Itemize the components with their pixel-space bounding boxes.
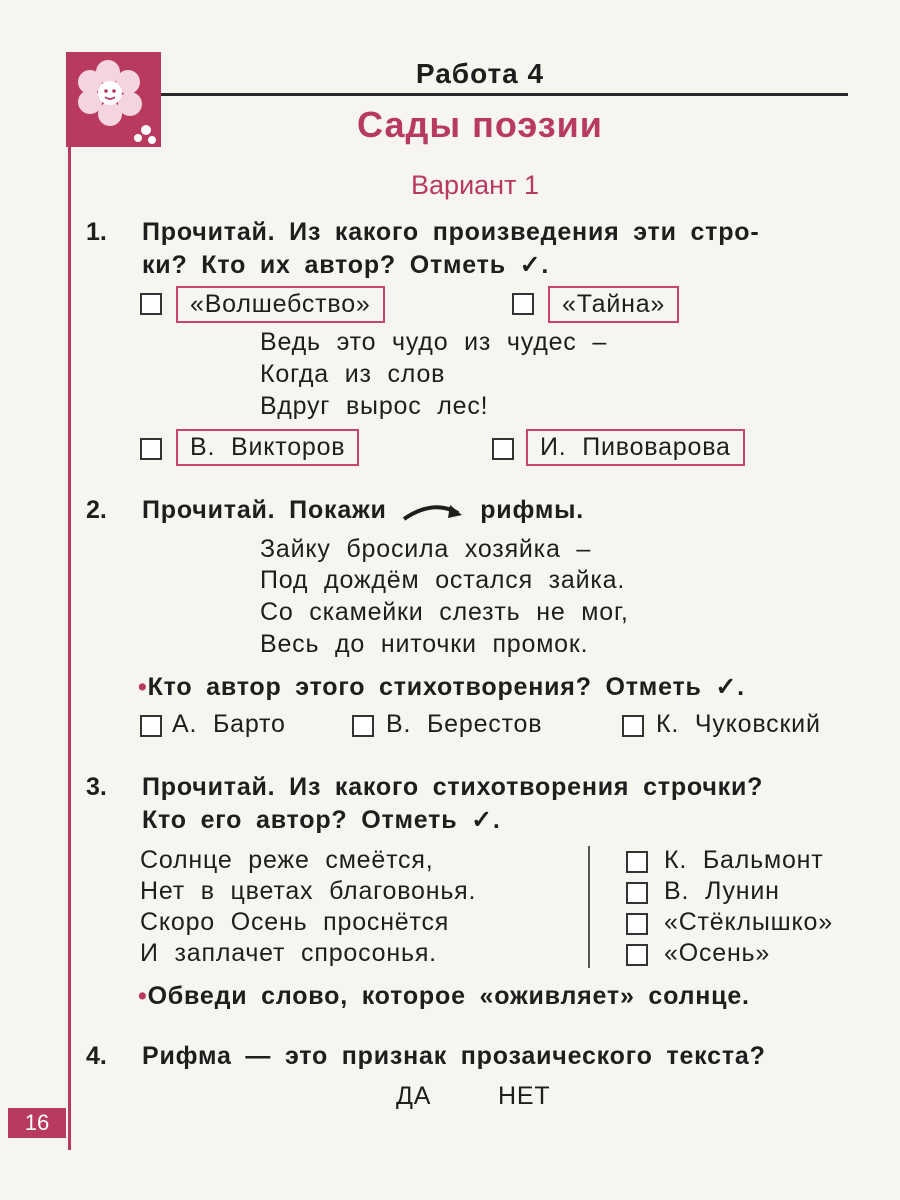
task3-option-checkbox-4[interactable] (626, 944, 648, 966)
task3-poem-line-4: И заплачет спросонья. (140, 939, 437, 967)
task2-option-3: К. Чуковский (656, 710, 821, 738)
task3-divider (588, 846, 590, 968)
task3-option-checkbox-3[interactable] (626, 913, 648, 935)
task4-number: 4. (86, 1042, 107, 1070)
task2-bullet: • (138, 673, 148, 701)
task2-number: 2. (86, 496, 107, 524)
task1-poem-line-1: Ведь это чудо из чудес – (260, 328, 608, 356)
task1-number: 1. (86, 218, 107, 246)
task2-poem-line-3: Со скамейки слезть не мог, (260, 598, 629, 626)
header-rule (68, 93, 848, 96)
task2-question-end: рифмы. (480, 496, 585, 524)
task2-option-checkbox-3[interactable] (622, 715, 644, 737)
task3-sub-question (138, 982, 750, 1011)
task1-question-line2: ки? Кто их автор? Отметь ✓. (142, 251, 550, 279)
task2-option-1: А. Барто (172, 710, 286, 738)
task1-poem-line-2: Когда из слов (260, 360, 446, 388)
task3-number: 3. (86, 773, 107, 801)
task1-title-option-1: «Волшебство» (176, 286, 385, 323)
task2-option-checkbox-2[interactable] (352, 715, 374, 737)
task1-title-checkbox-2[interactable] (512, 293, 534, 315)
task3-option-1: К. Бальмонт (664, 846, 824, 874)
task4-answer-no[interactable]: НЕТ (498, 1082, 551, 1110)
task4-question: Рифма — это признак прозаического текста? (142, 1042, 766, 1070)
task1-title-option-2: «Тайна» (548, 286, 679, 323)
task3-poem-line-2: Нет в цветах благовонья. (140, 877, 477, 905)
task2-poem-line-1: Зайку бросила хозяйка – (260, 535, 592, 563)
task3-option-checkbox-2[interactable] (626, 882, 648, 904)
task3-option-3: «Стёклышко» (664, 908, 833, 936)
task2-poem-line-4: Весь до ниточки промок. (260, 630, 589, 658)
task2-poem-line-2: Под дождём остался зайка. (260, 566, 626, 594)
task3-option-checkbox-1[interactable] (626, 851, 648, 873)
task1-author-option-2: И. Пивоварова (526, 429, 745, 466)
task3-poem-line-1: Солнце реже смеётся, (140, 846, 434, 874)
rhyme-arrow-icon (400, 499, 466, 523)
task2-question-start: Прочитай. Покажи (142, 496, 387, 524)
task3-bullet: • (138, 982, 148, 1010)
task2-question (142, 496, 584, 525)
task1-author-checkbox-2[interactable] (492, 438, 514, 460)
page-title: Сады поэзии (357, 104, 603, 145)
work-number: Работа 4 (415, 58, 545, 89)
variant-label: Вариант 1 (411, 170, 539, 200)
task2-option-checkbox-1[interactable] (140, 715, 162, 737)
task3-question-line1: Прочитай. Из какого стихотворения строчки? (142, 773, 764, 801)
task1-poem-line-3: Вдруг вырос лес! (260, 392, 489, 420)
task2-sub-question-text: Кто автор этого стихотворения? Отметь ✓. (147, 673, 745, 701)
task1-author-checkbox-1[interactable] (140, 438, 162, 460)
task1-title-checkbox-1[interactable] (140, 293, 162, 315)
page-number: 16 (8, 1108, 66, 1138)
task2-option-2: В. Берестов (386, 710, 543, 738)
left-margin-rule (68, 60, 71, 1150)
task3-option-2: В. Лунин (664, 877, 780, 905)
task3-sub-question-text: Обведи слово, которое «оживляет» солнце. (147, 982, 750, 1010)
task3-option-4: «Осень» (664, 939, 771, 967)
task2-sub-question (138, 672, 745, 702)
task3-poem-line-3: Скоро Осень проснётся (140, 908, 450, 936)
task1-author-option-1: В. Викторов (176, 429, 359, 466)
task1-question-line1: Прочитай. Из какого произведения эти стро- (142, 218, 760, 246)
task3-question-line2: Кто его автор? Отметь ✓. (142, 806, 501, 834)
task4-answer-yes[interactable]: ДА (396, 1082, 432, 1110)
